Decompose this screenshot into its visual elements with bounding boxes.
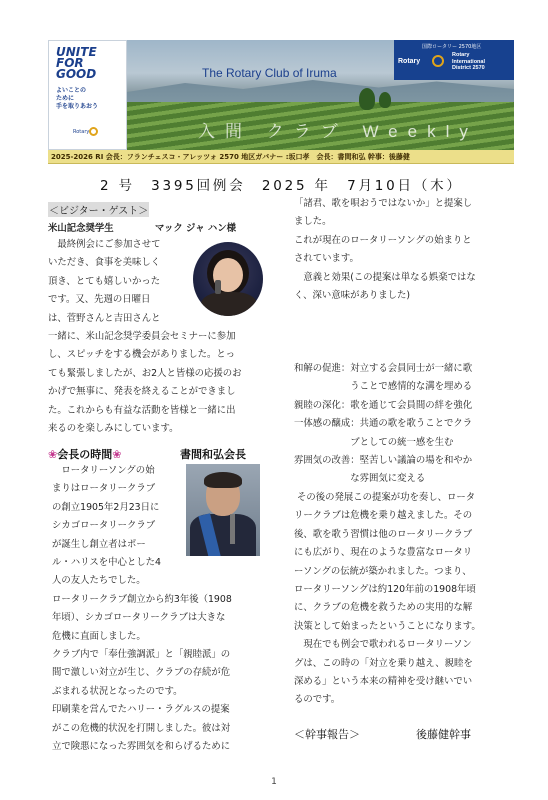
text-line: まりはロータリークラブ bbox=[52, 483, 156, 495]
unite-for-good-logo bbox=[48, 40, 127, 150]
text-line: ました。 bbox=[294, 216, 332, 228]
text-line: 人の友人たちでした。 bbox=[52, 575, 146, 587]
text-line: ル・ハリスを中心とした4 bbox=[52, 557, 161, 569]
text-line: 危機に直面しました。 bbox=[52, 630, 146, 642]
text-line: 親睦の深化：歌を通じて会員間の絆を強化 bbox=[294, 399, 473, 411]
text-line: 雰囲気の改善：堅苦しい議論の場を和やか bbox=[294, 455, 473, 467]
text-line: シカゴロータリークラブ bbox=[52, 520, 156, 532]
text-line: がこの危機的状況を打開しました。彼は対 bbox=[52, 722, 231, 734]
right-column-effects bbox=[294, 360, 516, 489]
visitor-byline bbox=[48, 220, 260, 234]
text-line: 「諸君、歌を唄おうではないか」と提案し bbox=[294, 198, 473, 209]
officers-info-bar bbox=[48, 150, 514, 164]
right-column-bottom bbox=[294, 489, 516, 710]
text-line: ても緊張しましたが、お2人と皆様の応援のお bbox=[48, 367, 242, 379]
text-line: かげで無事に、発表を終えることができまし bbox=[48, 386, 236, 398]
text-line: な雰囲気に変える bbox=[294, 473, 426, 485]
visitor-section-heading: ＜ビジター・ゲスト＞ bbox=[48, 202, 149, 217]
text-line: これが現在のロータリーソングの始まりと bbox=[294, 234, 472, 246]
text-line: ブとしての統一感を生む bbox=[294, 436, 454, 448]
text-line: た。これからも有益な活動を皆様と一緒に出 bbox=[48, 404, 236, 416]
district-name: Rotary International District 2570 bbox=[452, 52, 486, 71]
text-line: 最終例会にご参加させて bbox=[48, 239, 161, 250]
text-line: グは、この時の「対立を乗り越え、親睦を bbox=[294, 657, 473, 669]
microphone-icon bbox=[230, 514, 235, 544]
president-photo bbox=[186, 464, 260, 556]
text-line: 頂き、とても嬉しいかった bbox=[48, 275, 161, 287]
secretary-section-title: ＜幹事報告＞ bbox=[294, 728, 360, 741]
flower-icon: ❀ bbox=[48, 448, 58, 461]
text-line: クラブ内で「奉仕強調派」と「親睦派」の bbox=[52, 649, 231, 661]
text-line: 和解の促進：対立する会員同士が一緒に歌 bbox=[294, 363, 473, 374]
visitor-affiliation: 米山記念奨学生 bbox=[48, 223, 114, 234]
officers-info-text: 2025-2026 RI 会長：フランチェスコ・アレッツォ 2570 地区ガバナー :坂口孝 会長：書間和弘 幹事：後藤健 bbox=[51, 153, 410, 161]
text-line: に、クラブの危機を救うための実用的な解 bbox=[294, 602, 473, 614]
right-column-top bbox=[294, 195, 516, 305]
text-line: は、菅野さんと吉田さんと bbox=[48, 312, 161, 324]
text-line: ロータリークラブ創立から約3年後（1908 bbox=[52, 593, 232, 605]
logo-japanese-text: よいことの ために 手を取りあおう bbox=[56, 87, 99, 110]
text-line: く、深い意味がありました) bbox=[294, 290, 410, 302]
president-name: 書間和弘会長 bbox=[180, 448, 246, 461]
page-number: 1 bbox=[271, 777, 277, 787]
text-line: ーソングの伝統が築かれました。つまり、 bbox=[294, 565, 472, 577]
rotary-wheel-icon bbox=[432, 55, 444, 67]
text-line: 来るのを楽しみにしています。 bbox=[48, 423, 179, 435]
text-line: ぶまれる状況となったのです。 bbox=[52, 685, 183, 697]
text-line: 深める」という本来の精神を受け継いでい bbox=[294, 676, 473, 688]
district-label: 国際ロータリー 2570地区 bbox=[422, 44, 482, 50]
text-line: ロータリーソングは約120年前の1908年頃 bbox=[294, 584, 476, 596]
rotary-wheel-icon bbox=[89, 127, 98, 136]
text-line: うことで感情的な溝を埋める bbox=[294, 381, 473, 393]
tree-icon bbox=[379, 92, 391, 108]
text-line: いただき、食事を美味しく bbox=[48, 257, 161, 269]
president-section-title: 会長の時間 bbox=[57, 448, 113, 461]
secretary-section-heading bbox=[294, 726, 471, 742]
district-logo bbox=[394, 40, 514, 80]
text-line: るのです。 bbox=[294, 694, 341, 706]
microphone-icon bbox=[215, 280, 221, 294]
logo-rotary-text: Rotary bbox=[73, 129, 90, 135]
text-line: にも広がり、現在のような豊富なロータリ bbox=[294, 547, 473, 559]
club-title: The Rotary Club of Iruma bbox=[202, 66, 337, 80]
text-line: 一体感の醸成：共通の歌を歌うことでクラ bbox=[294, 418, 473, 430]
text-line: 間で激しい対立が生じ、クラブの存続が危 bbox=[52, 667, 231, 679]
logo-unite-text: UNITE FOR GOOD bbox=[56, 45, 97, 81]
meeting-heading: 2 号 3395回例会 2025 年 7月10日（木） bbox=[100, 178, 463, 194]
header-banner bbox=[48, 40, 514, 150]
text-line: 立で険悪になった雰囲気を和らげるために bbox=[52, 741, 231, 753]
text-line: 印刷業を営んでたハリー・ラグルスの提案 bbox=[52, 704, 230, 716]
district-rotary-text: Rotary bbox=[398, 58, 421, 65]
text-line: です。又、先週の日曜日 bbox=[48, 294, 151, 306]
text-line: 決策として始まったということになります。 bbox=[294, 620, 481, 632]
text-line: されています。 bbox=[294, 253, 359, 265]
text-line: その後の発展この提案が功を奏し、ロータ bbox=[294, 492, 476, 503]
president-section-heading bbox=[48, 446, 246, 462]
text-line: が誕生し創立者はポー bbox=[52, 538, 146, 550]
visitor-name: マック ジャ ハン様 bbox=[155, 223, 236, 234]
visitor-photo bbox=[193, 242, 263, 316]
flower-icon: ❀ bbox=[112, 448, 122, 461]
tree-icon bbox=[359, 88, 375, 110]
text-line: 意義と効果(この提案は単なる娯楽ではな bbox=[294, 271, 476, 283]
text-line: 現在でも例会で歌われるロータリーソン bbox=[294, 639, 472, 651]
text-line: 一緒に、米山記念奨学委員会セミナーに参加 bbox=[48, 331, 236, 343]
text-line: 年頃）、シカゴロータリークラブは大きな bbox=[52, 612, 226, 624]
text-line: し、スピッチをする機会がありました。とっ bbox=[48, 349, 235, 361]
text-line: の創立1905年2月23日に bbox=[52, 501, 160, 513]
weekly-title: 入間 クラブ Weekly bbox=[198, 122, 478, 141]
text-line: ロータリーソングの始 bbox=[52, 465, 155, 476]
secretary-name: 後藤健幹事 bbox=[416, 728, 471, 741]
text-line: リークラブは危機を乗り越えました。その bbox=[294, 510, 473, 522]
text-line: 後、歌を歌う習慣は他のロータリークラブ bbox=[294, 528, 473, 540]
